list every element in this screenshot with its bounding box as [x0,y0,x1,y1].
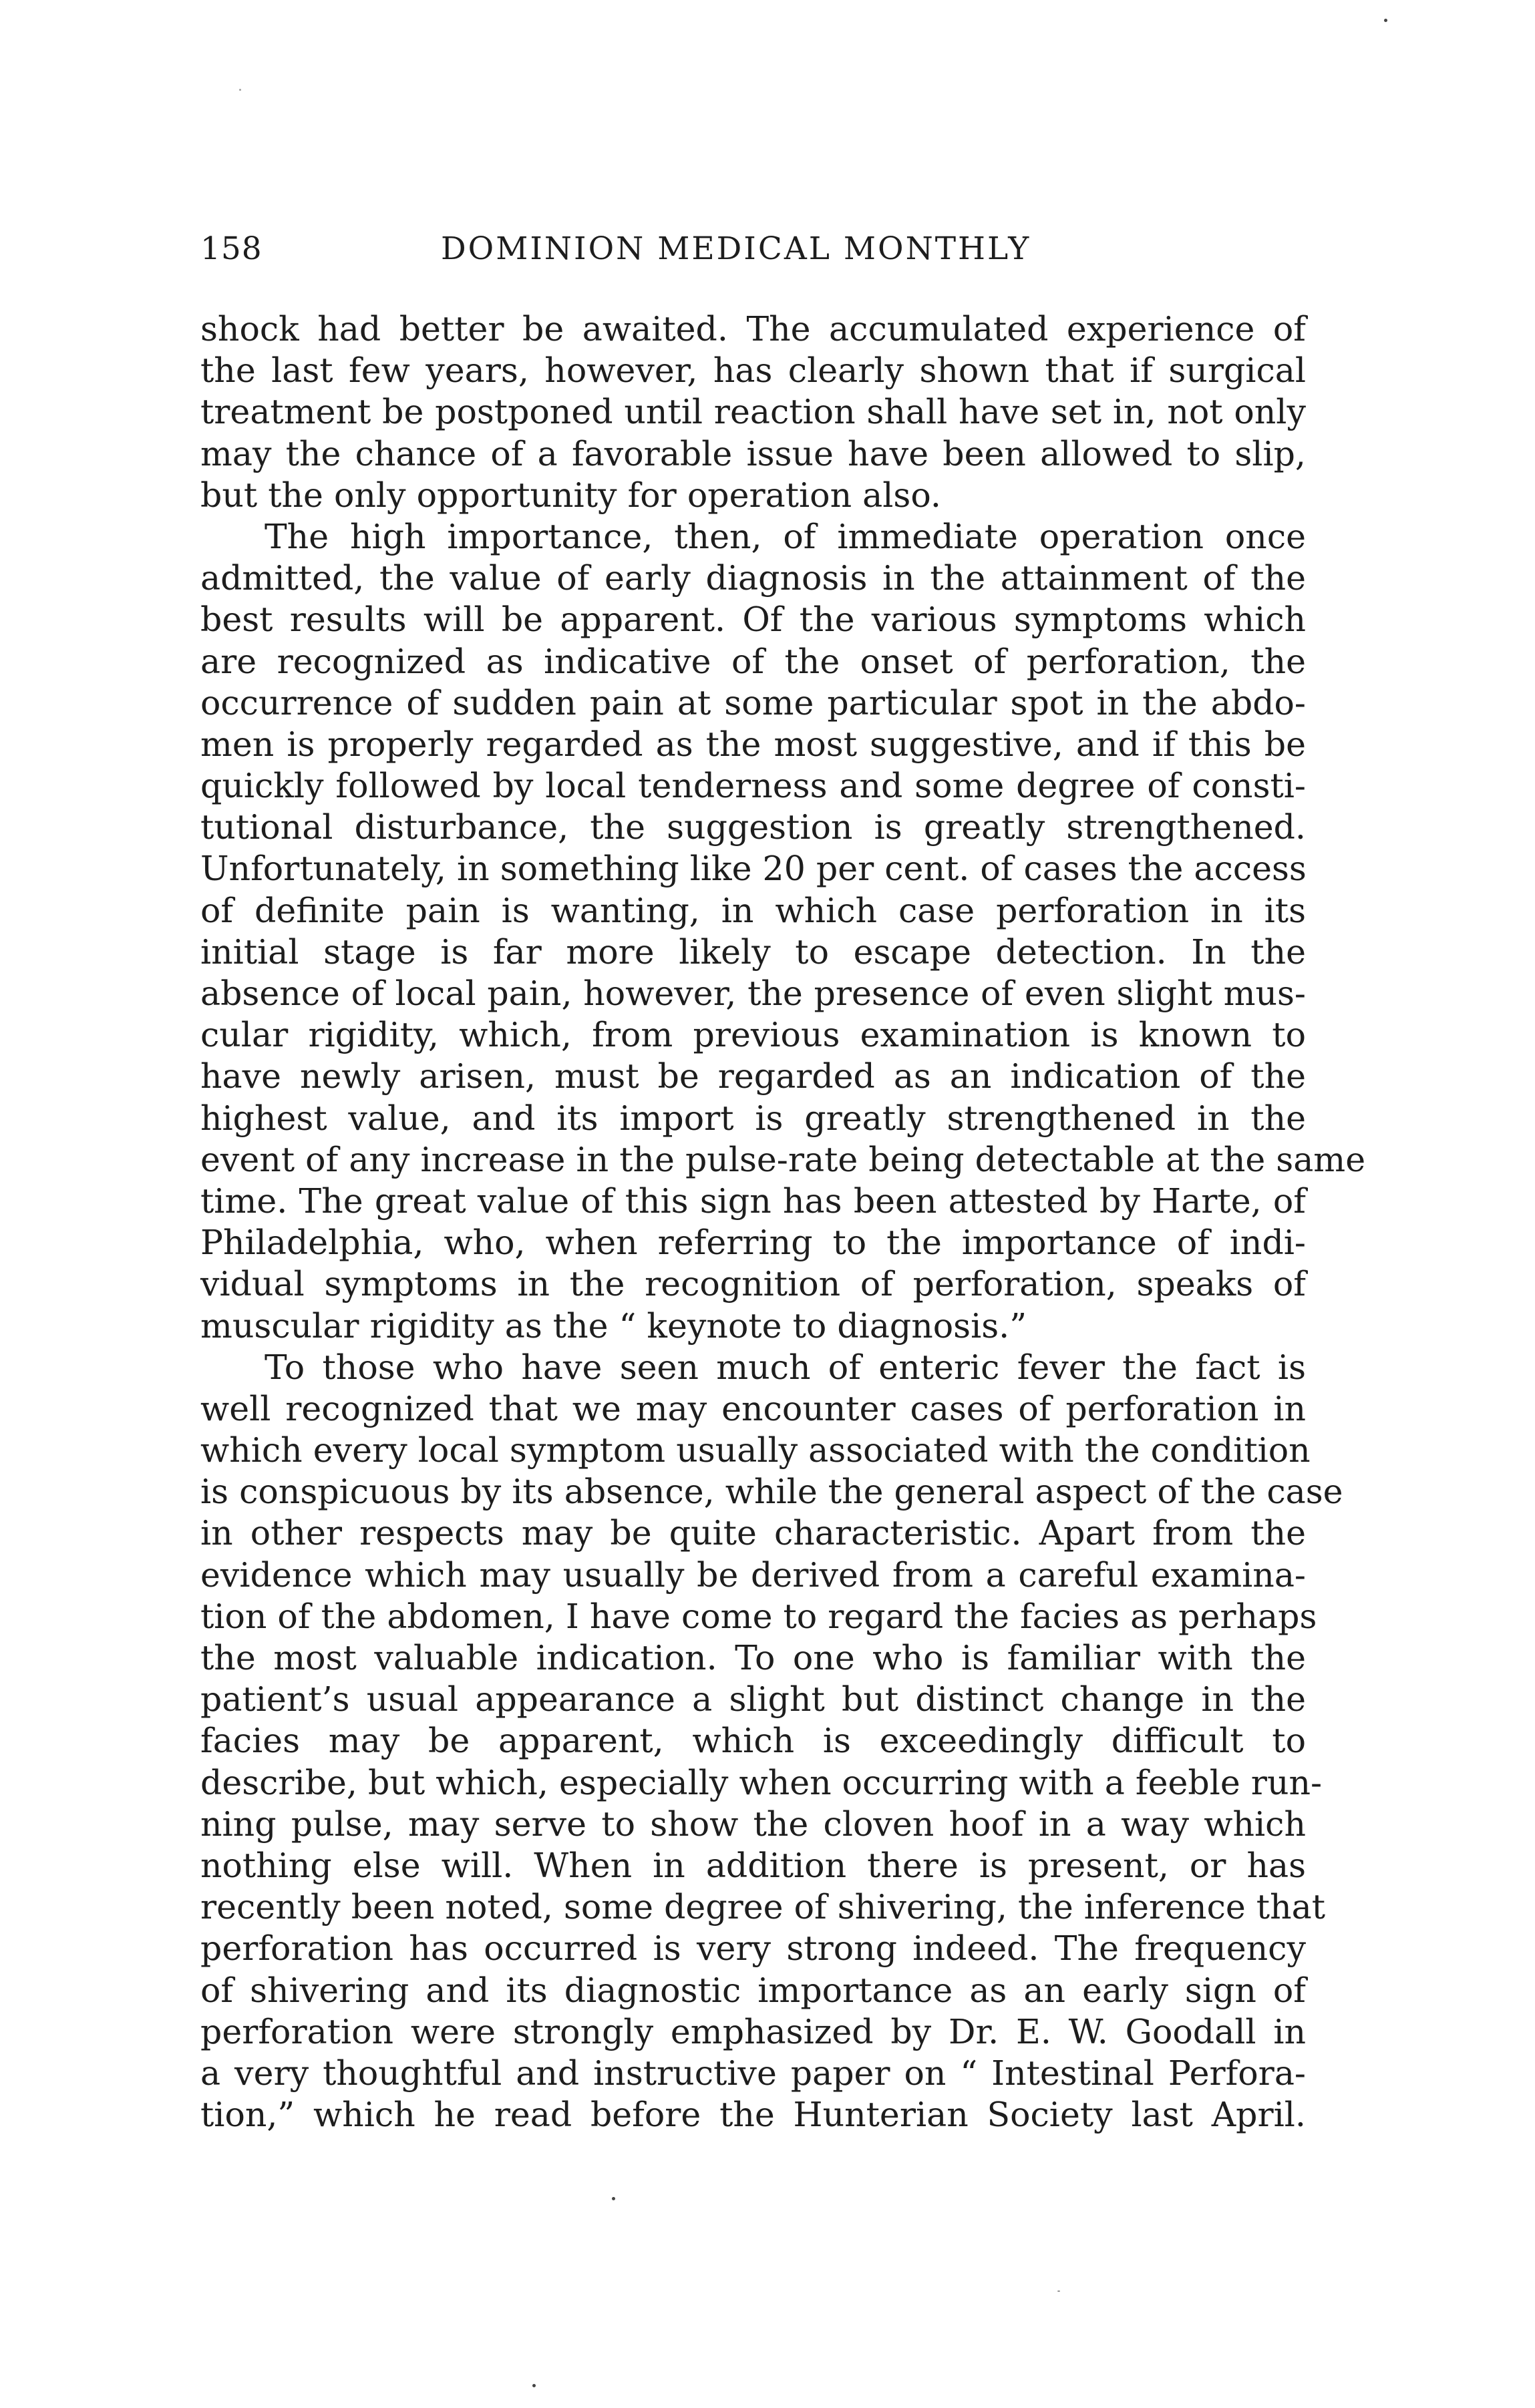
page-number: 158 [200,230,263,267]
text-line: event of any increase in the pulse-rate being detectable at the same [200,1139,1366,1179]
text-line: time. The great value of this sign has been attested by Harte, of [200,1181,1306,1221]
scan-speck [239,89,241,91]
text-line: evidence which may usually be derived from a careful examina- [200,1555,1306,1595]
text-line: cular rigidity, which, from previous examination is known to [200,1015,1306,1055]
scan-speck [1384,19,1387,22]
text-line: tion,” which he read before the Hunterian Society last April. [200,2095,1306,2135]
running-head [200,230,1306,277]
text-line: which every local symptom usually associated with the condition [200,1430,1311,1470]
body-text [200,309,1366,2136]
text-line: treatment be postponed until reaction shall have set in, not only [200,392,1306,432]
text-line: of shivering and its diagnostic importance as an early sign of [200,1970,1306,2010]
scan-speck [612,2197,615,2200]
text-line: admitted, the value of early diagnosis in the attainment of the [200,558,1306,598]
paragraph-start-line: The high importance, then, of immediate operation once [265,516,1306,556]
text-line: initial stage is far more likely to escape detection. In the [200,932,1306,972]
text-line: vidual symptoms in the recognition of perforation, speaks of [200,1264,1306,1304]
text-line: perforation were strongly emphasized by Dr. E. W. Goodall in [200,2011,1306,2051]
text-line: the last few years, however, has clearly shown that if surgical [200,351,1306,391]
text-line: is conspicuous by its absence, while the general aspect of the case [200,1472,1343,1512]
text-line: nothing else will. When in addition there is present, or has [200,1845,1306,1885]
text-line: best results will be apparent. Of the various symptoms which [200,600,1306,640]
text-line: patient’s usual appearance a slight but distinct change in the [200,1679,1306,1720]
text-line: shock had better be awaited. The accumulated experience of [200,309,1306,349]
text-line: absence of local pain, however, the presence of even slight mus- [200,974,1306,1013]
text-line: tutional disturbance, the suggestion is greatly strengthened. [200,807,1306,847]
text-line: describe, but which, especially when occurring with a feeble run- [200,1762,1323,1802]
text-line: Unfortunately, in something like 20 per cent. of cases the access [200,849,1307,889]
text-line: quickly followed by local tenderness and some degree of consti- [200,766,1306,806]
text-line: perforation has occurred is very strong indeed. The frequency [200,1929,1306,1969]
text-line: Philadelphia, who, when referring to the importance of indi- [200,1223,1306,1263]
text-line: men is properly regarded as the most suggestive, and if this be [200,724,1306,764]
text-line: tion of the abdomen, I have come to regard the facies as perhaps [200,1596,1317,1636]
text-line: highest value, and its import is greatly strengthened in the [200,1098,1306,1138]
text-line: may the chance of a favorable issue have been allowed to slip, [200,433,1306,473]
text-line: in other respects may be quite characteristic. Apart from the [200,1513,1306,1553]
scan-speck [1057,2290,1060,2292]
scan-speck [532,2384,536,2387]
text-line: ning pulse, may serve to show the cloven hoof in a way which [200,1804,1306,1844]
text-line: of definite pain is wanting, in which case perforation in its [200,890,1306,930]
text-line: occurrence of sudden pain at some particular spot in the abdo- [200,682,1306,723]
text-line: a very thoughtful and instructive paper on “ Intestinal Perfora- [200,2053,1306,2093]
journal-title: DOMINION MEDICAL MONTHLY [441,230,1031,267]
text-line: muscular rigidity as the “ keynote to diagnosis.” [200,1306,1027,1346]
text-line: recently been noted, some degree of shivering, the inference that [200,1887,1326,1927]
text-line: are recognized as indicative of the onset of perforation, the [200,641,1306,681]
paragraph-start-line: To those who have seen much of enteric fever the fact is [265,1347,1306,1387]
text-line: the most valuable indication. To one who is familiar with the [200,1638,1306,1677]
text-line: have newly arisen, must be regarded as an indication of the [200,1056,1306,1096]
text-line: but the only opportunity for operation also. [200,475,941,515]
text-line: facies may be apparent, which is exceedingly difficult to [200,1721,1306,1761]
text-line: well recognized that we may encounter cases of perforation in [200,1388,1306,1428]
